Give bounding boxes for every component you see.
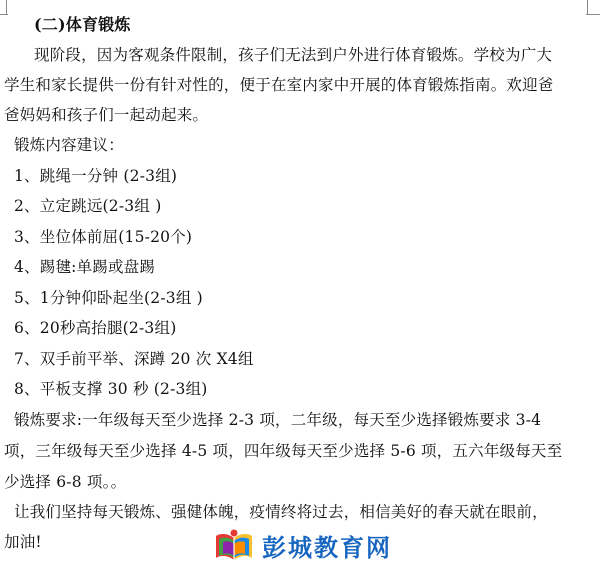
exercise-item: 6、20秒高抬腿(2-3组)	[14, 319, 177, 337]
exercise-item: 4、踢毽:单踢或盘踢	[14, 258, 156, 276]
watermark-logo	[214, 527, 392, 563]
book-icon	[214, 528, 254, 562]
requirements-line-1: 锻炼要求:一年级每天至少选择 2-3 项，二年级，每天至少选择锻炼要求 3-4	[14, 411, 542, 429]
closing-line-1: 让我们坚持每天锻炼、强健体魄，疫情终将过去，相信美好的春天就在眼前，	[14, 503, 548, 521]
suggestions-title: 锻炼内容建议：	[14, 136, 124, 154]
crop-mark-top-left-horizontal	[0, 14, 8, 15]
intro-line-1: 现阶段，因为客观条件限制，孩子们无法到户外进行体育锻炼。学校为广大	[34, 46, 553, 64]
requirements-line-2: 项，三年级每天至少选择 4-5 项，四年级每天至少选择 5-6 项，五六年级每天至	[4, 442, 563, 460]
exercise-item: 7、双手前平举、深蹲 20 次 X4组	[14, 350, 254, 368]
closing-line-2: 加油!	[4, 533, 42, 551]
intro-line-2: 学生和家长提供一份有针对性的，便于在室内家中开展的体育锻炼指南。欢迎爸	[4, 76, 554, 94]
intro-line-3: 爸妈妈和孩子们一起动起来。	[4, 106, 209, 124]
exercise-item: 2、立定跳远(2-3组 )	[14, 197, 162, 215]
requirements-line-3: 少选择 6-8 项。。	[4, 473, 127, 491]
exercise-item: 5、1分钟仰卧起坐(2-3组 )	[14, 289, 203, 307]
exercise-item: 3、坐位体前屈(15-20个)	[14, 228, 193, 246]
crop-mark-top-right-horizontal	[586, 14, 600, 15]
exercise-item: 8、平板支撑 30 秒 (2-3组)	[14, 380, 208, 398]
exercise-item: 1、跳绳一分钟 (2-3组)	[14, 167, 178, 185]
crop-mark-top-right-vertical	[587, 0, 588, 14]
crop-mark-top-left-vertical	[6, 0, 7, 14]
section-heading: (二)体育锻炼	[34, 15, 131, 34]
watermark-text: 彭城教育网	[262, 533, 392, 562]
